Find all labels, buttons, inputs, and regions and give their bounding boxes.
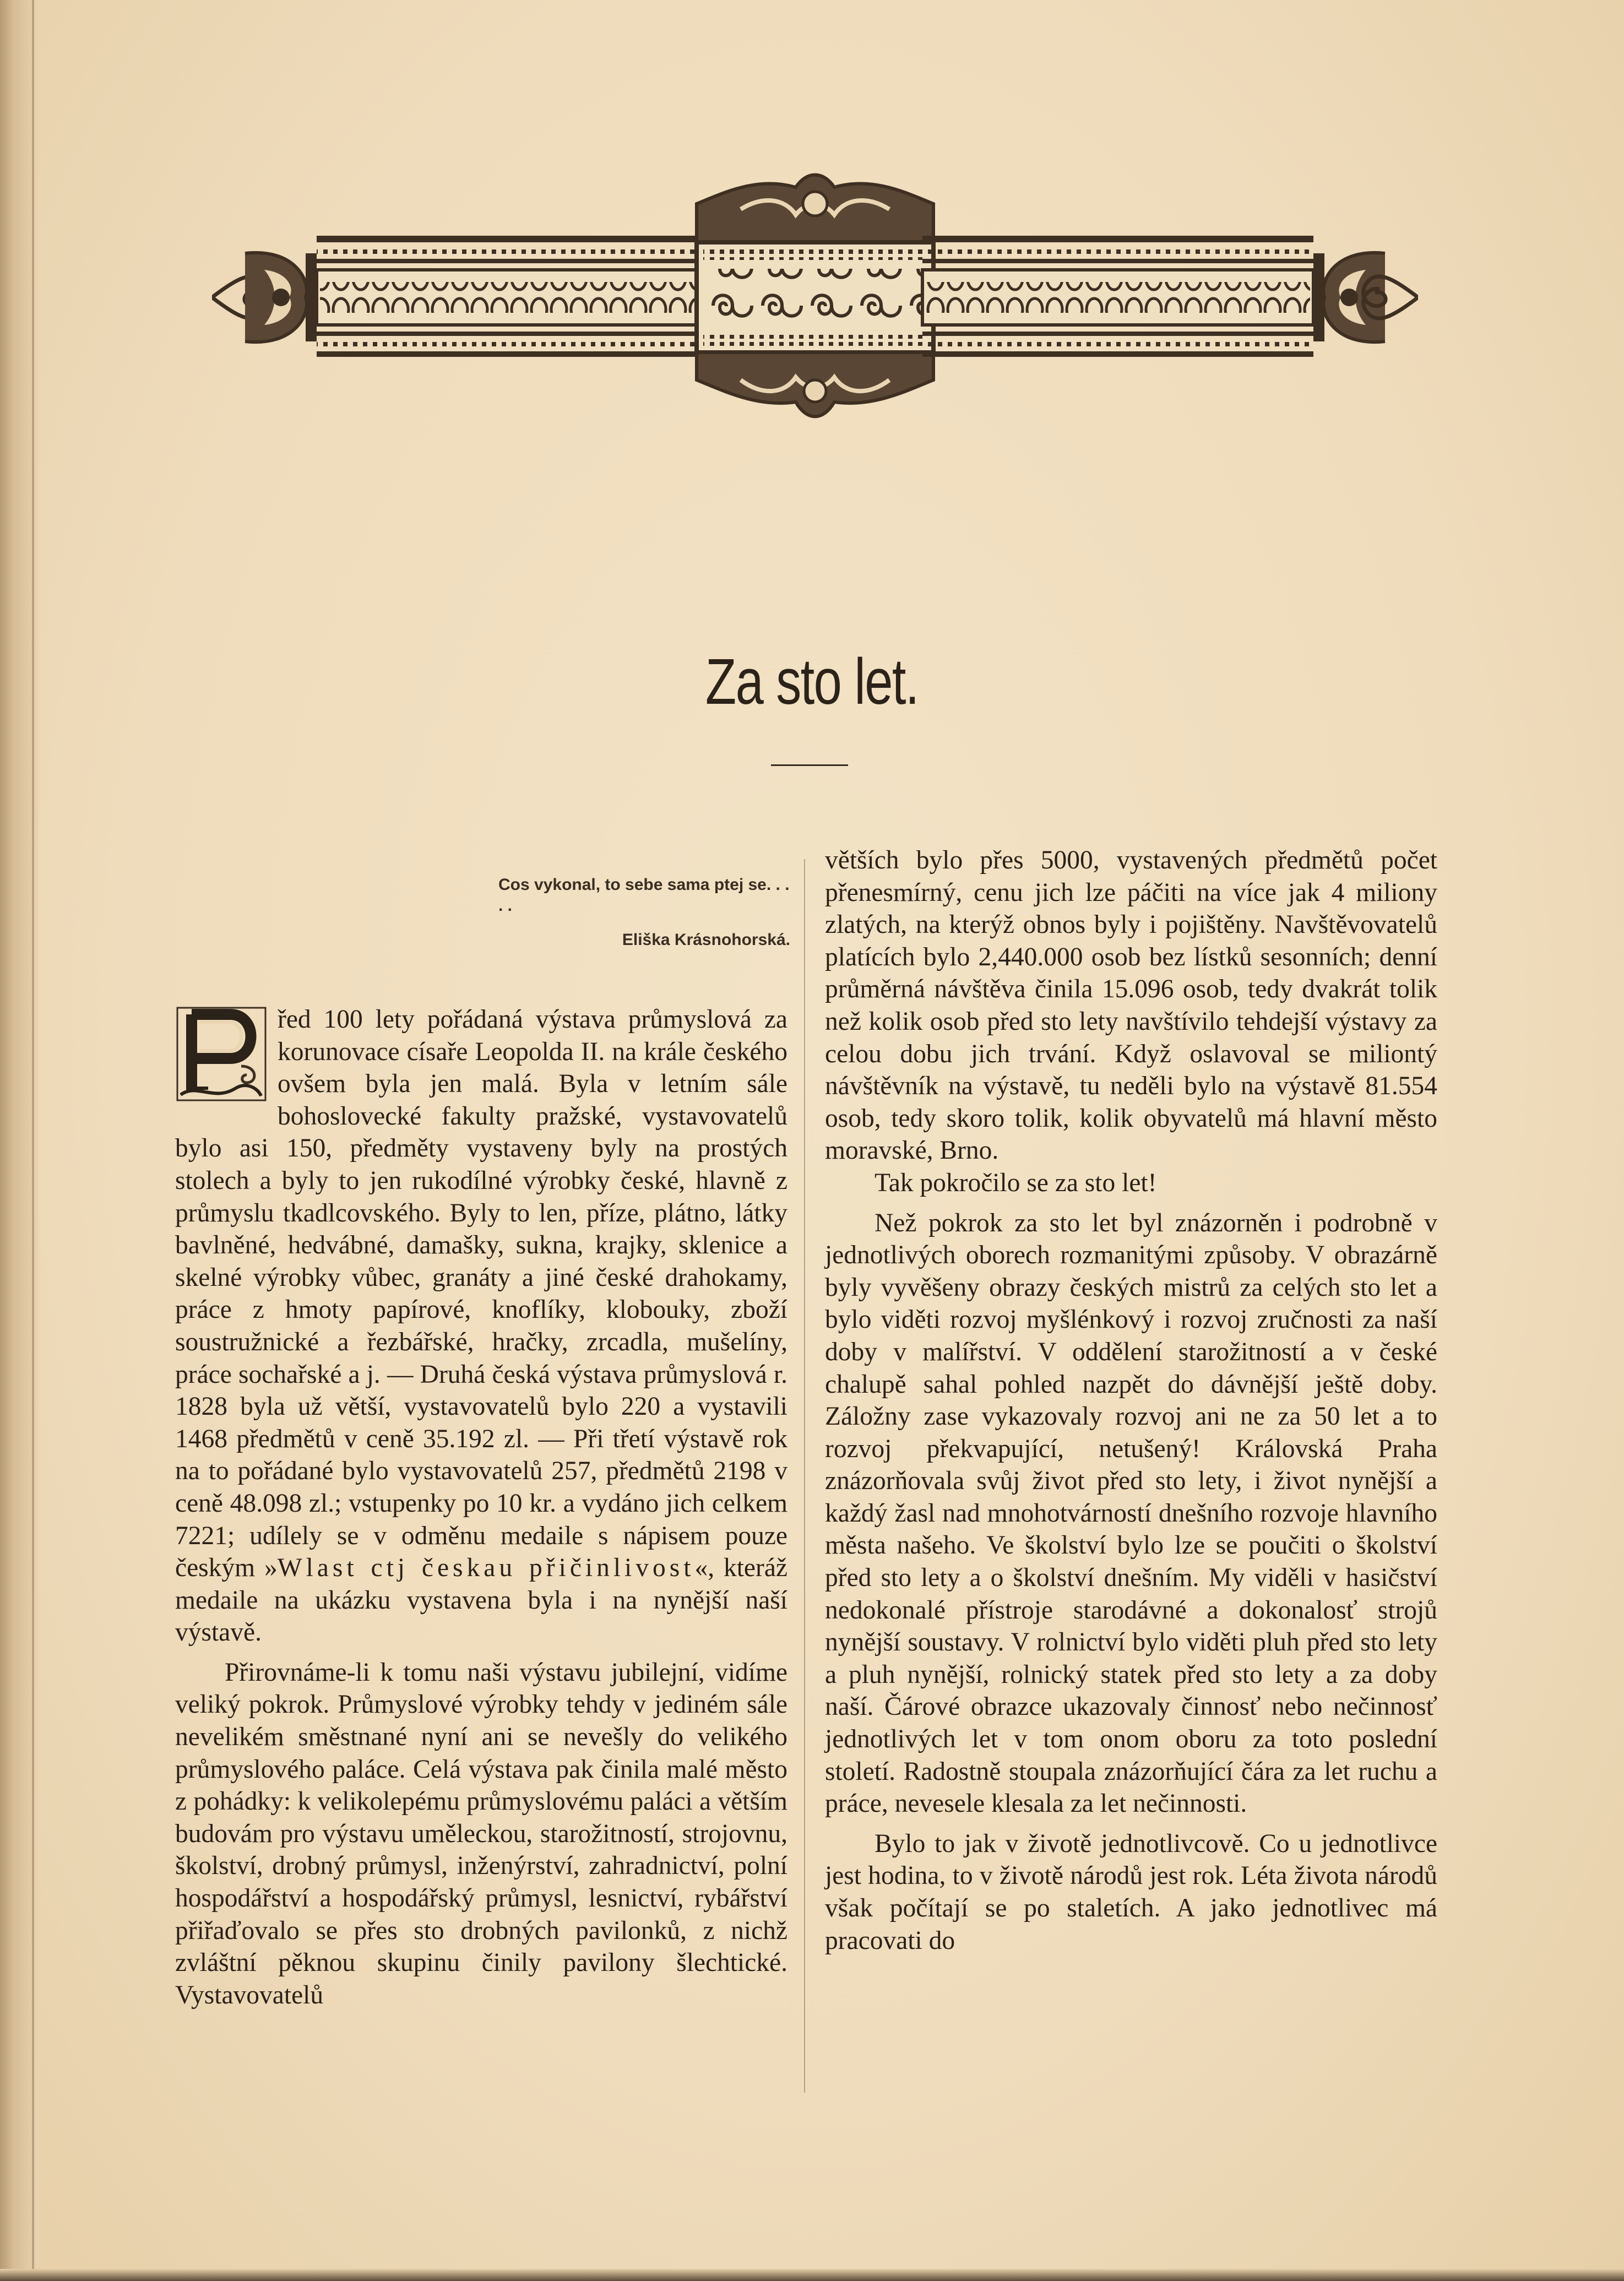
epigraph-author: Eliška Krásnohorská. <box>622 931 790 949</box>
ornament-left-band <box>317 236 708 357</box>
page-bottom-edge <box>0 2269 1624 2281</box>
right-column <box>825 844 1437 1957</box>
left-paragraph-1 <box>175 1003 787 1649</box>
ornament-left-cap <box>212 253 317 342</box>
ornamental-header-band <box>212 171 1418 424</box>
right-paragraph-4: Bylo to jak v životě jednotlivcově. Co u jednotlivce jest hodina, to v životě národů jest rok. Léta života národů však počítají se po staletích. A jako jednotlivec má pracovati do <box>825 1829 1437 1955</box>
epigraph <box>498 875 790 951</box>
drop-cap-initial <box>175 1006 268 1103</box>
left-paragraph-1-text: řed 100 lety pořádaná výstava průmyslová za korunovace císaře Leopolda II. na krále českého ovšem byla jen malá. Byla v letním sále bohoslovecké fakulty pražské, vystavovatelů bylo asi 150, předměty vystaveny byly na prostých stolech a byly to jen rukodílné výrobky české, hlavně z průmyslu tkadlcovského. Byly to len, příze, plátno, látky bavlněné, hedvábné, damašky, sukna, krajky, sklenice a skelné výrobky vůbec, granáty a jiné české drahokamy, práce z hmoty papírové, knoflíky, klobouky, zboží soustružnické a řezbářské, hračky, zrcadla, mušelíny, práce sochařské a j. — Druhá česká výstava průmyslová r. 1828 byla už větší, vystavovatelů bylo 220 a vystavili 1468 předmětů v ceně 35.192 zl. — Při třetí výstavě rok na to pořádané bylo vystavovatelů 257, předmětů 2198 v ceně 48.098 zl.; vstupenky po 10 kr. a vydáno jich celkem 7221; udílely se v odměnu medaile s nápisem pouze českým » <box>175 1005 787 1583</box>
left-column <box>175 1003 787 2011</box>
right-paragraph-1: větších bylo přes 5000, vystavených předmětů počet přenesmírný, cenu jich lze páčiti na více jak 4 miliony zlatých, na kterýž obnos byly i pojištěny. Navštěvovatelů platících bylo 2,440.000 osob bez lístků sesonních; denní průměrná návštěva činila 15.096 osob, tedy dvakrát tolik než kolik osob před sto lety navštívilo tehdejší výstavy za celou dobu jich trvání. Když oslavoval se miliontý návštěvník na výstavě, tu neděli bylo na výstavě 81.554 osob, tedy skoro tolik, kolik obyvatelů má hlavní město moravské, Brno. <box>825 846 1437 1165</box>
left-paragraph-1-end: «, kteráž medaile na ukázku vystavena byla i na nynější naší výstavě. <box>175 1554 787 1647</box>
drop-cap-letter <box>175 1006 268 1103</box>
article-title: Za sto let. <box>705 645 919 718</box>
column-divider <box>804 859 805 2093</box>
title-divider <box>771 764 848 766</box>
left-paragraph-2: Přirovnáme-li k tomu naši výstavu jubilejní, vidíme veliký pokrok. Průmyslové výrobky tehdy v jediném sále nevelikém směstnané nyní ani se nevešly do velikého průmyslového paláce. Celá výstava pak činila malé město z pohádky: k velikolepému průmyslovému paláci a větším budovám pro výstavu uměleckou, starožitností, strojovnu, školství, drobný průmysl, inženýrství, zahradnictví, polní hospodářství a hospodářský průmysl, lesnictví, rybářství přiřaďovalo se přes sto drobných pavilonků, z nichž zvláštní pěknou skupinu činily pavilony šlechtické. Vystavovatelů <box>175 1658 787 2010</box>
right-paragraph-3: Než pokrok za sto let byl znázorněn i podrobně v jednotlivých oborech rozmanitými způsoby. V obrazárně byly vyvěšeny obrazy českých mistrů za celých sto let a bylo viděti rozvoj myšlénkový i rozvoj zručnosti za naší doby v malířství. V oddělení starožitností a v české chalupě sahal pohled nazpět do dávnější ještě doby. Záložny zase vykazovaly rozvoj ani ne za 50 let a to rozvoj překvapující, netušený! Královská Praha znázorňovala svůj život před sto lety, i život nynější a každý žasl nad mnohotvárností dnešního rozvoje hlavního města našeho. Ve školství bylo lze se poučiti o školství před sto lety a o školství dnešním. My viděli v hasičství nedokonalé přístroje starodávné a dokonalosť strojů nynější soustavy. V rolnictví bylo viděti pluh před sto lety a pluh nynější, rolnický statek před sto lety a za doby naší. Čárové obrazce ukazovaly činnosť nebo nečinnosť jednotlivých let v tom onom oboru za toto poslední století. Radostně stoupala znázorňující čára za let ruchu a práce, nevesele klesala za let nečinnosti. <box>825 1208 1437 1818</box>
medal-inscription: Wlast ctj českau přičinlivost <box>277 1554 695 1583</box>
right-paragraph-2: Tak pokročilo se za sto let! <box>875 1168 1157 1197</box>
ornament-right-band <box>922 236 1313 357</box>
epigraph-text: Cos vykonal, to sebe sama ptej se. . . . . <box>498 876 790 915</box>
ornament-right-cap <box>1313 253 1418 342</box>
binding-spine <box>32 0 34 2281</box>
ornament-center-medallion <box>697 175 933 417</box>
